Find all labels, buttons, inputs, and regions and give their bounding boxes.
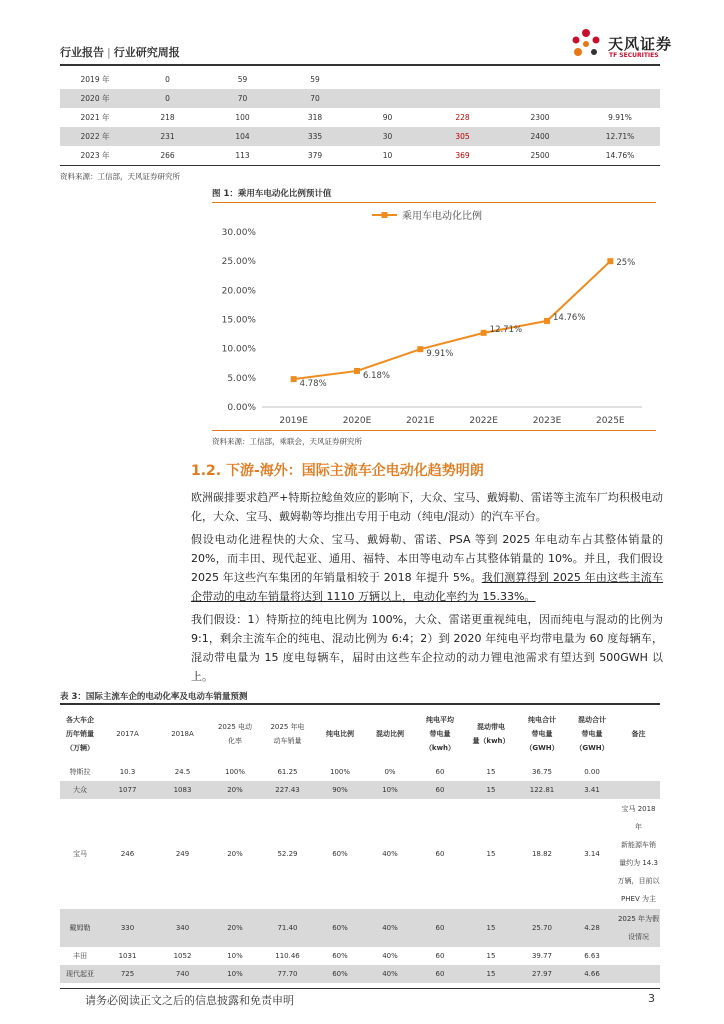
table3-cell: 725: [100, 965, 155, 983]
figure-source: 资料来源：工信部，乘联会，天风证券研究所: [212, 437, 362, 446]
top-table-cell: 2023 年: [80, 151, 110, 160]
table3-cell: 60: [435, 850, 445, 858]
top-table-cell: 228: [455, 113, 470, 122]
table3-cell: 39.77: [531, 952, 553, 960]
paragraph-2: [191, 530, 663, 606]
top-table-cell: [500, 70, 580, 89]
table3-cell: 24.5: [174, 768, 191, 776]
top-table-cell: [425, 89, 500, 108]
report-header: 行业报告 | 行业研究周报: [60, 46, 180, 59]
top-table-cell: 2019 年: [80, 75, 110, 84]
x-tick-label: 2020E: [342, 416, 372, 426]
table3-note-cell: [617, 763, 660, 781]
top-table-cell: 113: [235, 151, 250, 160]
figure-top-rule: [212, 202, 656, 203]
table3-cell: 60%: [332, 952, 348, 960]
top-table-cell: 379: [307, 151, 323, 160]
data-point: [607, 258, 613, 264]
data-point: [291, 376, 297, 382]
table3-cell: 60%: [315, 909, 365, 947]
col-header-ev-rate: 2025 电动 化率: [217, 723, 253, 745]
table3-cell: 现代起亚: [60, 965, 100, 983]
data-label: 9.91%: [426, 349, 454, 360]
table3-cell: 40%: [365, 909, 415, 947]
top-data-table: [60, 70, 660, 165]
top-table-cell: [580, 89, 660, 108]
paragraph-3: 我们假设：1）特斯拉的纯电比例为 100%，大众、雷诺更重视纯电，因而纯电与混动的比例为 9:1，剩余主流车企的纯电、混动比例为 6:4；2）到 2020 年纯电平均带电量为 60 度每辆车，混动带电量为 15 度电每辆车，届时由这些车企拉动的动力锂电池需求有望达到 500GWH 以上。: [191, 613, 663, 683]
table3-cell: 戴姆勒: [60, 909, 100, 947]
table3: [60, 705, 660, 983]
table3-cell: 1052: [173, 952, 192, 960]
col-header-bev-ratio: 纯电比例: [326, 730, 354, 738]
top-table-cell: 30: [350, 127, 425, 146]
table3-cell: 740: [155, 965, 210, 983]
top-table-cell: 218: [160, 113, 175, 122]
table3-cell: 1077: [100, 781, 155, 799]
table3-note-cell: [617, 781, 660, 799]
table-source: 资料来源：工信部，天风证券研究所: [60, 172, 180, 181]
table3-cell: 6.63: [584, 952, 600, 960]
table3-cell: 61.25: [277, 768, 298, 776]
table3-cell: 40%: [382, 850, 398, 858]
data-label: 4.78%: [299, 379, 327, 390]
table3-cell: 15: [486, 952, 496, 960]
paragraph-2-text: 假设电动化进程快的大众、宝马、戴姆勒、雷诺、PSA 等到 2025 年电动车占其整体销量的 20%，而丰田、现代起亚、通用、福特、本田等电动车占其整体销量的 10%。并且，我们假设 2025 年这些汽车集团的年销量相较于 2018 年提升 5%。: [191, 533, 663, 584]
y-tick-label: 10.00%: [221, 344, 256, 355]
top-table-cell: 2300: [530, 113, 550, 122]
y-tick-label: 5.00%: [227, 373, 256, 384]
y-tick-label: 30.00%: [221, 228, 256, 238]
col-header-bev-kwh: 纯电平均 带电量 （kwh）: [424, 716, 456, 752]
table3-cell: 122.81: [517, 781, 567, 799]
y-tick-label: 0.00%: [227, 403, 256, 413]
table3-cell: 4.66: [567, 965, 617, 983]
top-table-row: [60, 89, 660, 108]
logo-subtext: TF SECURITIES: [609, 52, 659, 59]
disclaimer-text: 请务必阅读正文之后的信息披露和免责申明: [85, 994, 294, 1007]
header-subcategory: 行业研究周报: [113, 46, 180, 59]
top-table-cell: 318: [307, 113, 323, 122]
col-header-phev-ratio: 混动比例: [376, 730, 404, 738]
table3-cell: 特斯拉: [69, 768, 91, 776]
top-table-cell: 59: [310, 75, 320, 84]
data-label: 12.71%: [489, 324, 523, 335]
table3-cell: 60: [415, 965, 465, 983]
top-table-cell: 2021 年: [80, 113, 110, 122]
top-table-cell: 0: [165, 75, 170, 84]
top-table-cell: 2020 年: [60, 89, 130, 108]
col-header-2018a: 2018A: [171, 730, 194, 738]
table3-header-row: [60, 705, 660, 763]
figure-bottom-rule: [212, 430, 656, 431]
table3-cell: 40%: [365, 965, 415, 983]
top-table-cell: 59: [237, 75, 248, 84]
top-table-rule: [60, 165, 660, 166]
top-table-cell: 100: [235, 113, 250, 122]
table3-cell: 227.43: [260, 781, 315, 799]
tf-logo-icon: [566, 24, 606, 62]
top-table-cell: 2500: [530, 151, 550, 160]
x-tick-label: 2023E: [532, 416, 562, 426]
col-header-bev-gwh: 纯电合计 带电量 （GWH）: [525, 716, 559, 752]
data-point: [417, 346, 423, 352]
table3-cell: 60%: [315, 965, 365, 983]
table3-cell: 340: [155, 909, 210, 947]
col-header-note: 备注: [631, 730, 646, 738]
table3-cell: 90%: [315, 781, 365, 799]
table3-title: 表 3：国际主流车企的电动化率及电动车销量预测: [60, 692, 248, 702]
top-table-cell: [350, 89, 425, 108]
top-table-cell: 70: [205, 89, 280, 108]
top-table-row: [60, 146, 660, 165]
table3-cell: 20%: [210, 909, 260, 947]
table3-cell: 20%: [227, 850, 243, 858]
table3-cell: 60: [435, 952, 445, 960]
table3-cell: 60: [415, 781, 465, 799]
legend-marker: [382, 212, 388, 218]
top-table-cell: 104: [205, 127, 280, 146]
table3-cell: 15: [486, 850, 496, 858]
top-table-row: [60, 70, 660, 89]
figure-title: 图 1：乘用车电动化比例预计值: [212, 189, 332, 199]
table3-cell: 10.3: [119, 768, 136, 776]
table3-row: [60, 763, 660, 781]
table3-cell: 4.28: [567, 909, 617, 947]
header-rule: [60, 64, 660, 66]
table3-cell: 3.14: [584, 850, 600, 858]
data-label: 14.76%: [553, 312, 586, 323]
table3-note-cell: [617, 909, 660, 947]
legend-label: 乘用车电动化比例: [402, 211, 482, 222]
table3-cell: 0%: [384, 768, 396, 776]
table3-cell: 330: [100, 909, 155, 947]
data-point: [354, 368, 360, 374]
table3-note-line: 万辆，目前以: [617, 877, 660, 885]
table3-cell: 丰田: [73, 952, 87, 960]
top-table-cell: 10: [382, 151, 393, 160]
top-table-cell: 266: [160, 151, 175, 160]
top-table-cell: 90: [382, 113, 393, 122]
line-chart: [212, 204, 656, 429]
table3-cell: 15: [486, 768, 496, 776]
paragraph-1: 欧洲碳排要求趋严+特斯拉鲶鱼效应的影响下，大众、宝马、戴姆勒、雷诺等主流车厂均积极电动化，大众、宝马、戴姆勒等均推出专用于电动（纯电/混动）的汽车平台。: [191, 491, 663, 523]
table3-cell: 246: [120, 850, 135, 858]
table3-cell: 10%: [227, 952, 243, 960]
top-table-cell: 2400: [500, 127, 580, 146]
table3-cell: 宝马: [73, 850, 87, 858]
top-table-cell: 2022 年: [60, 127, 130, 146]
table3-note-cell: [617, 799, 660, 909]
top-table-cell: 12.71%: [580, 127, 660, 146]
table3-row: [60, 781, 660, 799]
top-table-cell: 14.76%: [605, 151, 635, 160]
data-label: 6.18%: [363, 370, 391, 381]
table3-row: [60, 965, 660, 983]
top-table-cell: 70: [280, 89, 350, 108]
col-header-phev-kwh: 混动带电 量（kwh）: [472, 723, 510, 745]
table3-cell: 100%: [224, 768, 245, 776]
table3-cell: 15: [465, 965, 517, 983]
top-table-cell: 231: [130, 127, 205, 146]
table3-row: [60, 909, 660, 947]
col-header-company: 各大车企 历年销量 （万辆）: [66, 716, 94, 752]
table3-cell: 1031: [118, 952, 137, 960]
table3-cell: 71.40: [260, 909, 315, 947]
table3-cell: 3.41: [567, 781, 617, 799]
top-table-row: [60, 127, 660, 146]
y-tick-label: 25.00%: [221, 257, 256, 268]
data-label: 25%: [616, 258, 636, 269]
table3-cell: 15: [465, 781, 517, 799]
table3-note-line: 量约为 14.3: [619, 859, 658, 867]
table3-row: [60, 799, 660, 909]
footer-rule: [60, 988, 660, 989]
page-number: 3: [648, 992, 655, 1005]
table3-cell: 20%: [210, 781, 260, 799]
table3-cell: 249: [175, 850, 190, 858]
table3-cell: 100%: [329, 768, 350, 776]
top-table-cell: 369: [455, 151, 470, 160]
top-table-cell: [425, 70, 500, 89]
table3-cell: 60: [435, 768, 445, 776]
top-table-cell: 305: [425, 127, 500, 146]
col-header-ev-sales: 2025 年电 动车销量: [270, 723, 305, 745]
col-header-2017a: 2017A: [116, 730, 139, 738]
table3-cell: 0.00: [584, 768, 600, 776]
table3-row: [60, 947, 660, 965]
table3-note-line: 设情况: [628, 933, 649, 941]
paragraph-2-underlined: 我们测算得到 2025 年由这些主流车企带动的电动车销量将达到 1110 万辆以上，电动化率约为 15.33%。: [191, 571, 663, 603]
data-point: [544, 318, 550, 324]
table3-cell: 10%: [210, 965, 260, 983]
table3-cell: 40%: [382, 952, 398, 960]
x-tick-label: 2025E: [596, 416, 625, 426]
table3-cell: 60%: [332, 850, 348, 858]
top-table-cell: [350, 70, 425, 89]
x-tick-label: 2021E: [406, 416, 435, 426]
y-tick-label: 15.00%: [221, 315, 256, 326]
table3-cell: 大众: [60, 781, 100, 799]
top-table-cell: 0: [130, 89, 205, 108]
table3-cell: 77.70: [260, 965, 315, 983]
table3-note-cell: [617, 965, 660, 983]
top-table-cell: [500, 89, 580, 108]
data-point: [481, 330, 487, 336]
top-table-cell: 335: [280, 127, 350, 146]
top-table-row: [60, 108, 660, 127]
table3-cell: 10%: [365, 781, 415, 799]
table3-cell: 15: [465, 909, 517, 947]
logo-text: 天风证券: [608, 35, 673, 53]
top-table-cell: 9.91%: [608, 113, 632, 122]
table3-cell: 60: [415, 909, 465, 947]
col-header-phev-gwh: 混动合计 带电量 （GWH）: [575, 716, 609, 752]
table3-cell: 110.46: [275, 952, 300, 960]
table3-note-line: 2025 年为假: [617, 915, 660, 923]
table3-note-cell: [617, 947, 660, 965]
table3-cell: 36.75: [531, 768, 553, 776]
table3-note-line: PHEV 为主: [621, 895, 656, 903]
x-tick-label: 2019E: [279, 416, 308, 426]
table3-cell: 25.70: [517, 909, 567, 947]
y-tick-label: 20.00%: [221, 286, 256, 297]
section-title: 1.2. 下游-海外：国际主流车企电动化趋势明朗: [191, 463, 484, 479]
top-table-cell: [580, 70, 660, 89]
x-tick-label: 2022E: [469, 416, 498, 426]
table3-cell: 52.29: [277, 850, 298, 858]
table3-note-line: 宝马 2018 年: [621, 805, 656, 831]
table3-cell: 18.82: [531, 850, 553, 858]
table3-note-line: 新能源车销: [621, 841, 656, 849]
table3-cell: 1083: [155, 781, 210, 799]
table3-cell: 27.97: [517, 965, 567, 983]
header-category: 行业报告: [60, 46, 104, 59]
